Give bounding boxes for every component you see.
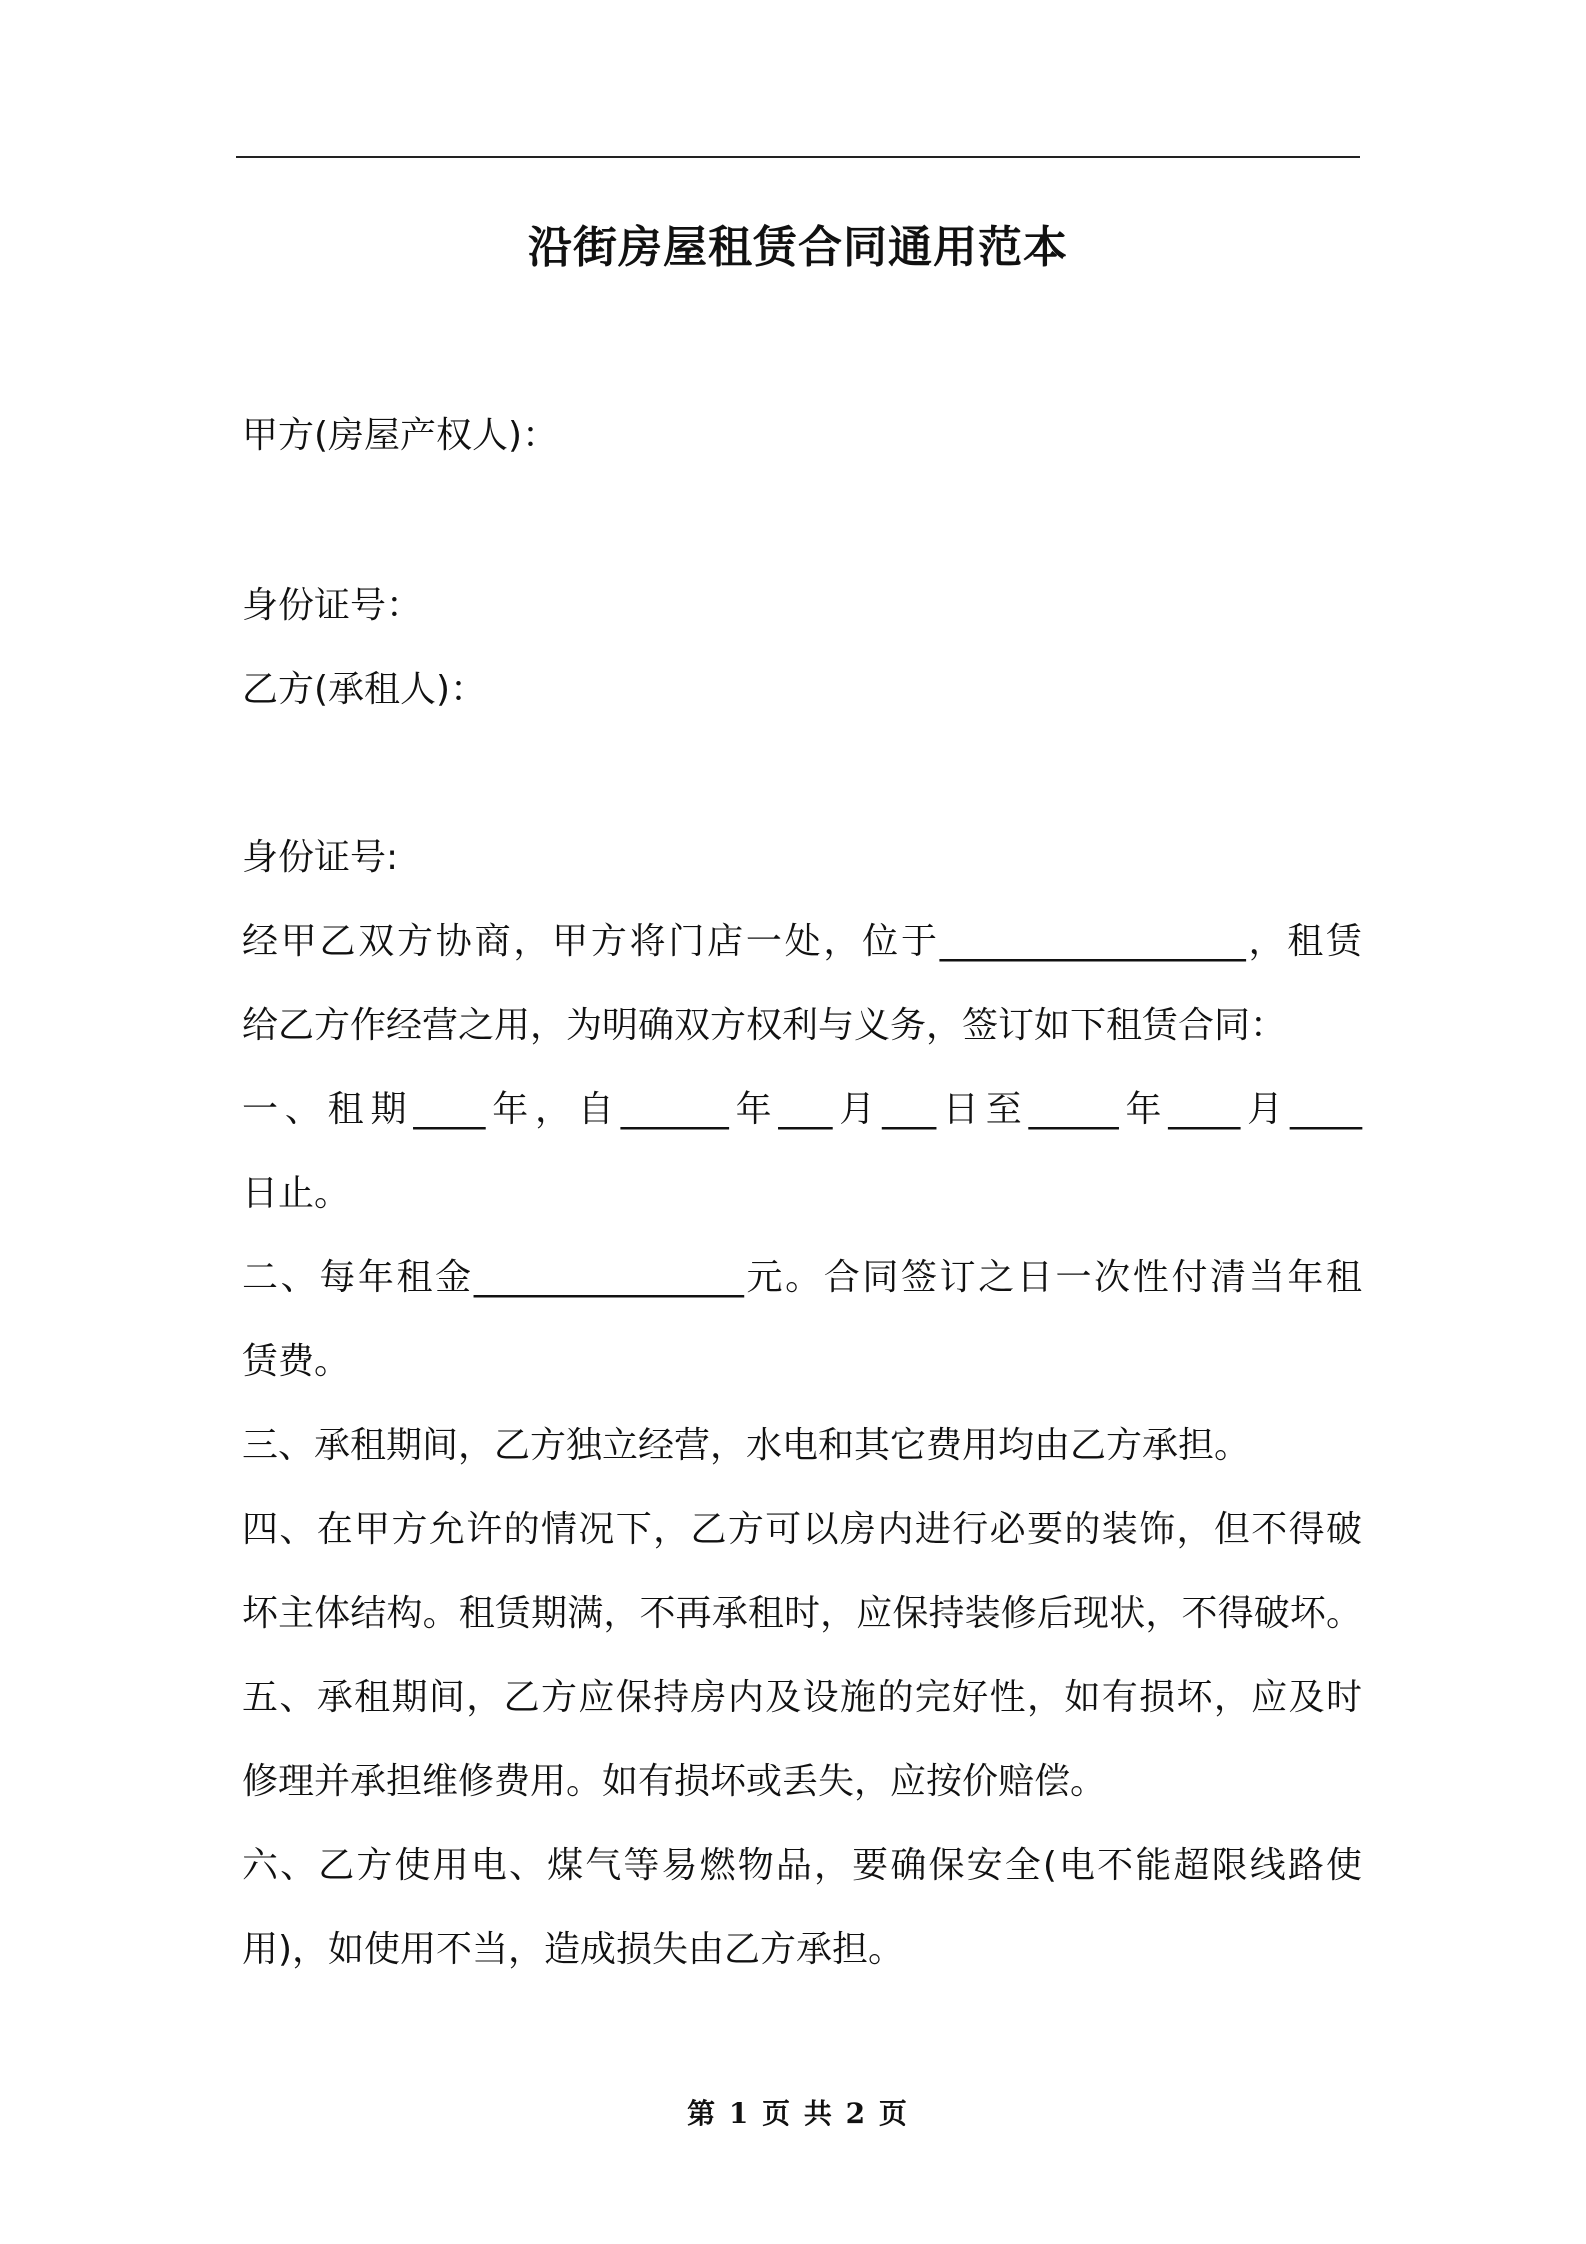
clause-intro-line-1: 经甲乙双方协商，甲方将门店一处，位于_________________，租赁 [242,921,1362,962]
clause-1-line-2: 日止。 [242,1173,351,1214]
clause-5-line-1: 五、承租期间，乙方应保持房内及设施的完好性，如有损坏，应及时 [242,1677,1362,1718]
clause-4-line-1: 四、在甲方允许的情况下，乙方可以房内进行必要的装饰，但不得破 [242,1509,1362,1550]
party-b-line: 乙方(承租人)： [242,669,487,710]
party-a-id-line: 身份证号： [242,585,423,626]
header-divider [236,156,1360,158]
clause-2-line-2: 赁费。 [242,1341,351,1382]
clause-6-line-2: 用)，如使用不当，造成损失由乙方承担。 [242,1929,905,1970]
party-b-id-line: 身份证号: [242,837,399,878]
clause-6-line-1: 六、乙方使用电、煤气等易燃物品，要确保安全(电不能超限线路使 [242,1845,1362,1886]
document-title: 沿街房屋租赁合同通用范本 [528,222,1068,273]
page-indicator: 第 1 页 共 2 页 [687,2097,909,2130]
clause-4-line-2: 坏主体结构。租赁期满，不再承租时，应保持装修后现状，不得破坏。 [242,1593,1362,1634]
clause-intro-line-2: 给乙方作经营之用，为明确双方权利与义务，签订如下租赁合同： [242,1005,1287,1046]
clause-2-line-1: 二、每年租金_______________元。合同签订之日一次性付清当年租 [242,1257,1362,1298]
clause-5-line-2: 修理并承担维修费用。如有损坏或丢失，应按价赔偿。 [242,1761,1107,1802]
party-a-line: 甲方(房屋产权人)： [242,415,559,456]
clause-1-line-1: 一、租期____年，自______年___月___日至_____年____月____ [242,1089,1362,1130]
clause-3-line-1: 三、承租期间，乙方独立经营，水电和其它费用均由乙方承担。 [242,1425,1251,1466]
